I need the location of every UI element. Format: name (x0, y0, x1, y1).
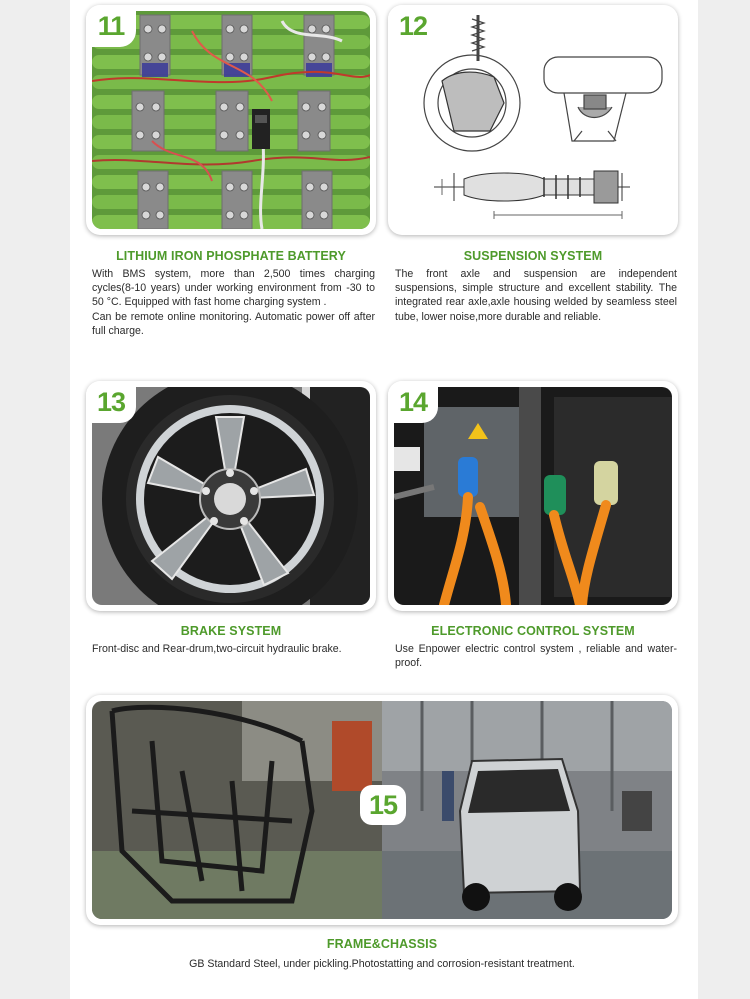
feature-description-text: Front-disc and Rear-drum,two-circuit hydraulic brake. (92, 643, 342, 655)
brake-image-card (86, 381, 376, 611)
battery-image-card (86, 5, 376, 235)
feature-title: FRAME&CHASSIS (326, 937, 438, 951)
wheel-photo (92, 387, 370, 605)
suspension-drawing (394, 11, 672, 229)
feature-title: SUSPENSION SYSTEM (463, 249, 603, 263)
electronic-control-image-card (388, 381, 678, 611)
product-feature-page (70, 0, 698, 999)
feature-description-text: With BMS system, more than 2,500 times charging cycles(8-10 years) under working environment from -30 to 50 °C. Equipped with fast home charging system . (92, 268, 375, 309)
feature-description (92, 267, 375, 338)
feature-description (395, 642, 677, 670)
feature-title: ELECTRONIC CONTROL SYSTEM (431, 624, 635, 638)
feature-description-text: The front axle and suspension are independent suspensions, simple structure and excellent stability. The integrated rear axle,axle housing welded by seamless steel tube, lower noise,more durable and reliable. (395, 268, 677, 323)
feature-number-badge: 13 (86, 381, 136, 423)
feature-description-text: GB Standard Steel, under pickling.Photostatting and corrosion-resistant treatment. (189, 958, 575, 970)
battery-pack-photo (92, 11, 370, 229)
feature-number-badge: 11 (86, 5, 136, 47)
feature-title: BRAKE SYSTEM (180, 624, 282, 638)
feature-description-text: Use Enpower electric control system , reliable and water-proof. (395, 643, 677, 670)
controller-photo (394, 387, 672, 605)
feature-description-text-2: Can be remote online monitoring. Automatic power off after full charge. (92, 310, 375, 337)
feature-description (86, 957, 678, 971)
feature-title: LITHIUM IRON PHOSPHATE BATTERY (116, 249, 346, 263)
feature-description (92, 642, 375, 656)
feature-number-badge: 14 (388, 381, 438, 423)
feature-description (395, 267, 677, 324)
suspension-image-card (388, 5, 678, 235)
feature-number-badge: 12 (388, 5, 438, 47)
feature-number-badge: 15 (360, 785, 406, 825)
